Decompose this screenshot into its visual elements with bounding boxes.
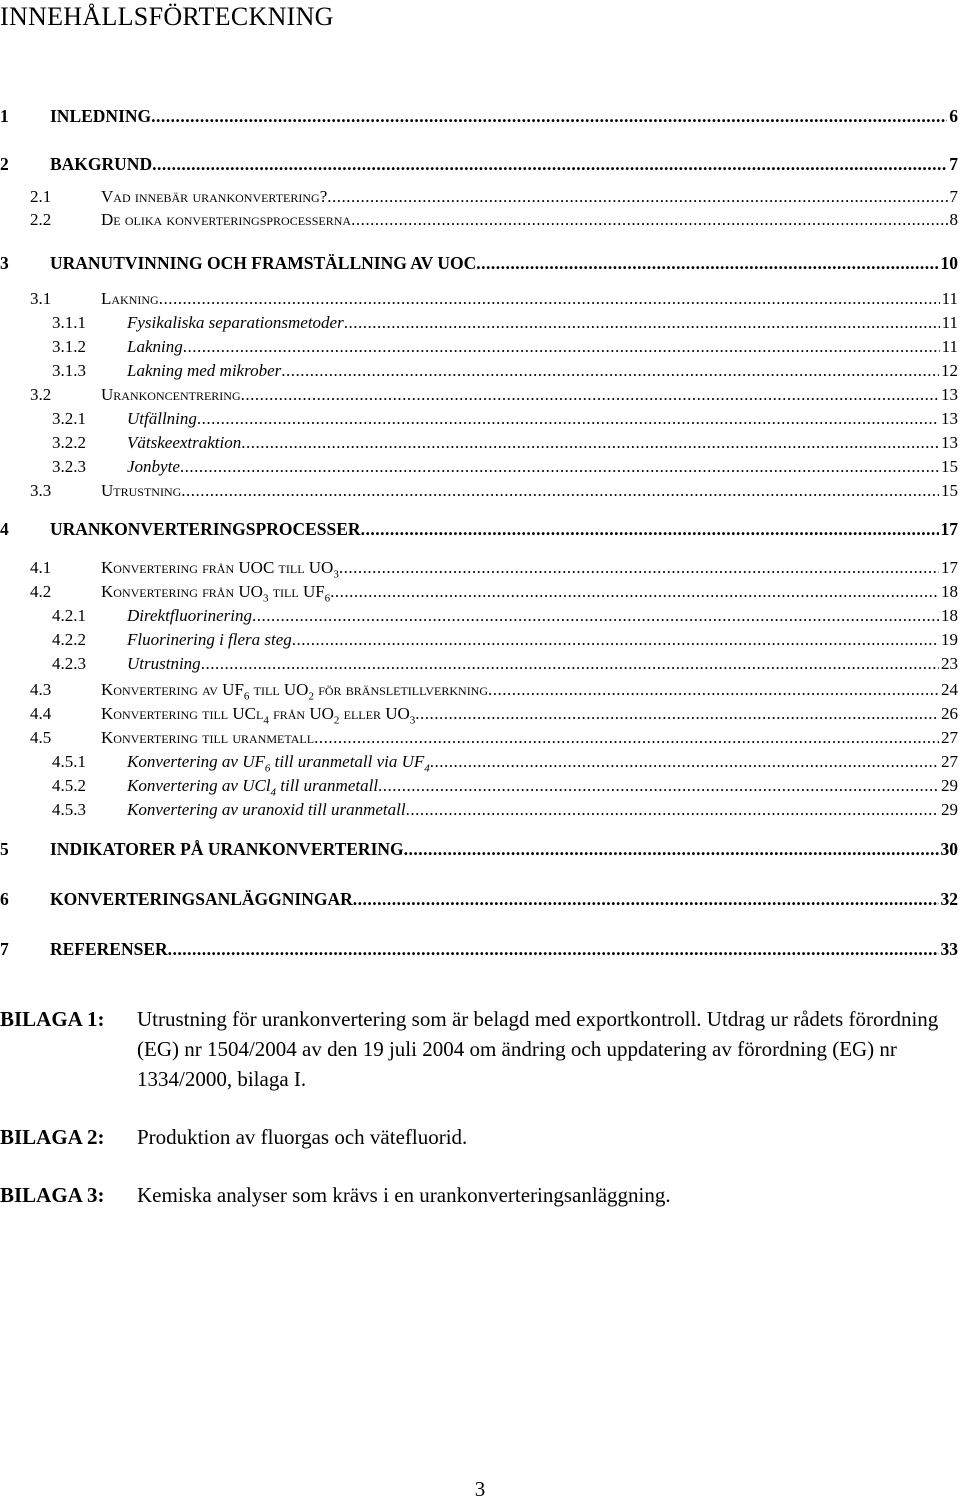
toc-entry[interactable] <box>0 433 958 455</box>
toc-entry-title-text: INDIKATORER PÅ URANKONVERTERING <box>50 839 404 859</box>
toc-entry-subscript: 3 <box>262 592 269 605</box>
toc-dot-leader <box>159 289 940 309</box>
toc-entry-title <box>50 154 152 175</box>
toc-entry-title <box>127 800 406 820</box>
toc-entry-title-text: Vätskeextraktion <box>127 433 242 452</box>
toc-dot-leader <box>488 680 939 700</box>
toc-entry-title-text: till uranmetall via UF <box>270 752 425 771</box>
toc-entry-title <box>101 210 351 230</box>
toc-dot-leader <box>430 752 939 772</box>
toc-dot-leader <box>292 630 939 650</box>
toc-dot-leader <box>252 606 939 626</box>
toc-entry[interactable] <box>0 654 958 676</box>
toc-entry-page: 23 <box>941 654 958 673</box>
toc-entry-title <box>127 337 183 357</box>
toc-entry-subscript: 6 <box>243 690 250 703</box>
toc-entry-page: 17 <box>940 519 958 539</box>
toc-entry[interactable] <box>0 313 958 335</box>
toc-entry[interactable] <box>0 839 958 861</box>
toc-entry-page: 11 <box>941 337 958 356</box>
toc-dot-leader <box>344 313 940 333</box>
toc-entry-number: 4.2.2 <box>52 630 86 649</box>
toc-entry-page: 33 <box>940 939 958 959</box>
toc-entry-number: 7 <box>0 939 9 959</box>
toc-entry-title-text: Konvertering till uranmetall <box>101 728 315 747</box>
toc-entry-page: 13 <box>941 433 958 452</box>
toc-entry[interactable] <box>0 289 958 311</box>
toc-entry-title <box>50 253 476 274</box>
toc-entry-subscript: 6 <box>324 592 331 605</box>
toc-entry-title <box>50 106 151 127</box>
toc-entry-page: 11 <box>941 289 958 308</box>
toc-entry-title-text: Konvertering till UCl <box>101 704 264 723</box>
toc-entry[interactable] <box>0 481 958 503</box>
toc-entry-title-text: från UO <box>268 704 334 723</box>
toc-entry-title-text: Jonbyte <box>127 457 180 476</box>
toc-entry-page: 15 <box>941 481 958 500</box>
toc-dot-leader <box>415 704 939 724</box>
toc-entry-title-text: Utrustning <box>127 654 201 673</box>
annex-item <box>0 1004 958 1094</box>
toc-entry-number: 1 <box>0 106 9 126</box>
toc-entry-number: 4.2.3 <box>52 654 86 673</box>
toc-entry-title-text: REFERENSER <box>50 939 168 959</box>
toc-entry-title-text: Konvertering av UF <box>101 680 244 699</box>
toc-dot-leader <box>168 939 939 960</box>
toc-entry-title <box>127 313 344 333</box>
toc-entry-page: 29 <box>941 800 958 819</box>
toc-entry-title <box>50 889 353 910</box>
toc-entry-page: 32 <box>940 889 958 909</box>
toc-entry-title-text: Utrustning <box>101 481 182 500</box>
toc-entry-number: 3.2 <box>30 385 52 404</box>
toc-entry-title-text: Fluorinering i flera steg <box>127 630 292 649</box>
toc-dot-leader <box>404 839 939 860</box>
toc-entry-number: 2 <box>0 154 9 174</box>
toc-entry-title-text: KONVERTERINGSANLÄGGNINGAR <box>50 889 353 909</box>
toc-entry-title <box>127 433 241 453</box>
toc-dot-leader <box>180 457 939 477</box>
toc-entry-number: 4 <box>0 519 9 539</box>
toc-entry-number: 2.2 <box>30 210 52 229</box>
toc-entry-page: 7 <box>949 154 958 174</box>
toc-entry[interactable] <box>0 582 958 604</box>
toc-dot-leader <box>353 889 939 910</box>
toc-entry-number: 3.2.1 <box>52 409 86 428</box>
toc-entry[interactable] <box>0 154 958 176</box>
toc-entry[interactable] <box>0 680 958 702</box>
page-title: INNEHÅLLSFÖRTECKNING <box>0 2 334 31</box>
toc-entry[interactable] <box>0 361 958 383</box>
toc-dot-leader <box>151 106 947 127</box>
toc-entry-title <box>127 752 430 774</box>
annex-label: BILAGA 1: <box>0 1007 105 1031</box>
toc-entry-number: 4.1 <box>30 558 52 577</box>
toc-entry-title-text: Konvertering av UCl <box>127 776 271 795</box>
toc-dot-leader <box>327 187 947 207</box>
toc-entry-page: 10 <box>940 253 958 273</box>
toc-entry-title <box>127 630 292 650</box>
toc-entry-page: 27 <box>941 728 958 747</box>
toc-entry-title-text: Konvertering av uranoxid till uranmetall <box>127 800 406 819</box>
toc-entry-subscript: 2 <box>308 690 314 703</box>
toc-entry-number: 3.1.3 <box>52 361 86 380</box>
toc-dot-leader <box>476 253 938 274</box>
toc-entry-title <box>50 519 361 540</box>
toc-dot-leader <box>351 210 947 230</box>
toc-entry[interactable] <box>0 409 958 431</box>
toc-entry-title-text: till uranmetall <box>276 776 379 795</box>
toc-entry-title-text: Konvertering av UF <box>127 752 265 771</box>
toc-entry-subscript: 4 <box>270 786 277 799</box>
toc-entry-title <box>101 704 415 726</box>
toc-entry-title-text: Lakning <box>127 337 183 356</box>
toc-entry-title <box>127 776 378 798</box>
toc-entry-title-text: Utfällning <box>127 409 197 428</box>
toc-entry-number: 4.5 <box>30 728 52 747</box>
toc-entry-page: 30 <box>940 839 958 859</box>
toc-entry-page: 26 <box>941 704 958 723</box>
toc-dot-leader <box>339 558 939 578</box>
toc-dot-leader <box>181 481 939 501</box>
toc-entry-title <box>101 582 330 604</box>
toc-entry-subscript: 3 <box>409 714 416 727</box>
toc-entry[interactable] <box>0 457 958 479</box>
toc-entry-title <box>127 457 180 477</box>
toc-entry-title-text: Konvertering från UO <box>101 582 263 601</box>
toc-entry-subscript: 6 <box>264 762 271 775</box>
toc-entry-title <box>127 654 201 674</box>
toc-entry-number: 4.3 <box>30 680 52 699</box>
toc-entry-page: 13 <box>941 385 958 404</box>
toc-entry-title <box>127 361 281 381</box>
toc-dot-leader <box>314 728 939 748</box>
toc-entry-title <box>127 606 252 626</box>
toc-entry-number: 4.2 <box>30 582 52 601</box>
page-number: 3 <box>474 1477 486 1501</box>
toc-entry-number: 3 <box>0 253 9 273</box>
toc-entry-page: 11 <box>941 313 958 332</box>
toc-entry-title <box>101 558 339 580</box>
annex-label: BILAGA 2: <box>0 1125 105 1149</box>
toc-entry-number: 4.5.3 <box>52 800 86 819</box>
toc-entry[interactable] <box>0 385 958 407</box>
toc-entry-subscript: 4 <box>424 762 430 775</box>
toc-entry-title <box>101 289 159 309</box>
toc-dot-leader <box>197 409 939 429</box>
toc-entry-title <box>50 939 168 960</box>
toc-entry-title <box>101 385 241 405</box>
toc-entry-title-text: INLEDNING <box>50 106 152 126</box>
toc-entry-page: 29 <box>941 776 958 795</box>
toc-entry-title <box>101 187 327 207</box>
toc-entry-title-text: Konvertering från UOC till UO <box>101 558 334 577</box>
toc-dot-leader <box>281 361 939 381</box>
toc-dot-leader <box>361 519 939 540</box>
toc-entry-title-text: eller UO <box>339 704 410 723</box>
toc-entry-page: 8 <box>949 210 958 229</box>
toc-entry-title-text: Direktfluorinering <box>127 606 252 625</box>
toc-entry[interactable] <box>0 776 958 798</box>
toc-entry-number: 3.1.2 <box>52 337 86 356</box>
toc-entry-number: 4.5.2 <box>52 776 86 795</box>
toc-entry-title-text: Urankoncentrering <box>101 385 241 404</box>
annex-text: Utrustning för urankonvertering som är belagd med exportkontroll. Utdrag ur rådets förordning (EG) nr 1504/2004 av den 19 juli 2004 om ändring och uppdatering av förordning (EG) nr 1334/2000, bilaga I. <box>137 1007 939 1091</box>
toc-entry[interactable] <box>0 337 958 359</box>
toc-entry-page: 17 <box>941 558 958 577</box>
toc-entry-subscript: 4 <box>263 714 269 727</box>
toc-entry-title-text: URANKONVERTERINGSPROCESSER <box>50 519 361 539</box>
toc-entry-page: 18 <box>941 582 958 601</box>
toc-dot-leader <box>201 654 939 674</box>
toc-entry-title <box>101 481 181 501</box>
toc-entry-title-text: URANUTVINNING OCH FRAMSTÄLLNING AV UOC <box>50 253 477 273</box>
toc-entry[interactable] <box>0 210 958 232</box>
toc-entry-title <box>101 680 488 702</box>
toc-entry-page: 18 <box>941 606 958 625</box>
toc-entry-number: 2.1 <box>30 187 52 206</box>
toc-entry-page: 7 <box>949 187 958 206</box>
toc-entry[interactable] <box>0 704 958 726</box>
toc-entry-title <box>101 728 314 748</box>
toc-entry[interactable] <box>0 728 958 750</box>
toc-entry-page: 24 <box>941 680 958 699</box>
annex-text: Kemiska analyser som krävs i en urankonverteringsanläggning. <box>137 1183 671 1207</box>
toc-dot-leader <box>241 433 939 453</box>
annex-item <box>0 1122 958 1152</box>
toc-dot-leader <box>183 337 940 357</box>
toc-dot-leader <box>152 154 947 175</box>
toc-entry[interactable] <box>0 800 958 822</box>
toc-entry-page: 6 <box>949 106 958 126</box>
toc-entry[interactable] <box>0 519 958 541</box>
annex-item <box>0 1180 958 1210</box>
toc-entry-number: 4.2.1 <box>52 606 86 625</box>
toc-entry-number: 5 <box>0 839 9 859</box>
toc-entry[interactable] <box>0 606 958 628</box>
toc-entry-number: 3.1 <box>30 289 52 308</box>
toc-entry-subscript: 3 <box>333 568 339 581</box>
toc-dot-leader <box>406 800 939 820</box>
toc-entry-title-text: Lakning <box>101 289 159 308</box>
toc-entry-title <box>50 839 404 860</box>
toc-dot-leader <box>330 582 939 602</box>
toc-entry[interactable] <box>0 253 958 275</box>
toc-entry[interactable] <box>0 630 958 652</box>
toc-entry-title-text: De olika konverteringsprocesserna <box>101 210 352 229</box>
toc-entry-number: 3.2.2 <box>52 433 86 452</box>
toc-entry-title-text: Vad innebär urankonvertering? <box>101 187 328 206</box>
toc-entry-title-text: Fysikaliska separationsmetoder <box>127 313 344 332</box>
toc-entry[interactable] <box>0 752 958 774</box>
toc-dot-leader <box>241 385 939 405</box>
toc-entry-title-text: BAKGRUND <box>50 154 153 174</box>
toc-entry-subscript: 2 <box>333 714 340 727</box>
toc-entry[interactable] <box>0 939 958 961</box>
annex-label: BILAGA 3: <box>0 1183 105 1207</box>
toc-entry[interactable] <box>0 889 958 911</box>
toc-entry-page: 15 <box>941 457 958 476</box>
toc-entry-title-text: för bränsletillverkning <box>313 680 489 699</box>
toc-entry-title-text: till UF <box>268 582 325 601</box>
toc-entry-number: 3.2.3 <box>52 457 86 476</box>
toc-entry-number: 3.1.1 <box>52 313 86 332</box>
annex-text: Produktion av fluorgas och vätefluorid. <box>137 1125 468 1149</box>
toc-entry-title-text: Lakning med mikrober <box>127 361 282 380</box>
toc-entry-number: 4.5.1 <box>52 752 86 771</box>
toc-entry-page: 19 <box>941 630 958 649</box>
toc-entry-number: 3.3 <box>30 481 52 500</box>
toc-entry[interactable] <box>0 558 958 580</box>
toc-entry[interactable] <box>0 187 958 209</box>
toc-entry-page: 27 <box>941 752 958 771</box>
toc-entry-title-text: till UO <box>249 680 309 699</box>
toc-entry-number: 6 <box>0 889 9 909</box>
toc-dot-leader <box>378 776 939 796</box>
toc-entry-page: 13 <box>941 409 958 428</box>
toc-entry-page: 12 <box>941 361 958 380</box>
toc-entry-number: 4.4 <box>30 704 52 723</box>
toc-entry-title <box>127 409 197 429</box>
toc-entry[interactable] <box>0 106 958 128</box>
